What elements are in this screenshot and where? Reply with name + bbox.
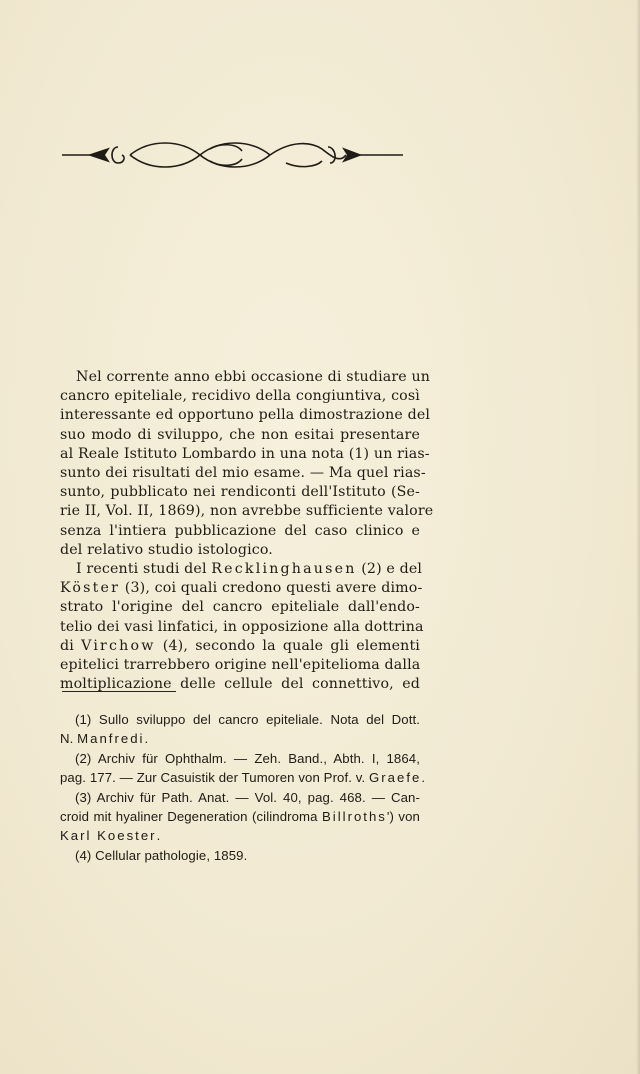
body-text-run: di [60,637,82,654]
body-line: cancro epiteliale, recidivo della congiuntiva, così [60,388,420,405]
body-line: del relativo studio istologico. [60,541,273,558]
footnote-line: (2) Archiv für Ophthalm. — Zeh. Band., Abth. I, 1864, [75,750,420,766]
body-line: suo modo di sviluppo, che non esitai presentare [60,426,420,443]
page-edge-shadow [636,0,640,1074]
body-line: telio dei vasi linfatici, in opposizione alla dottrina [60,618,424,635]
body-line [60,560,423,579]
ornament-divider [60,135,405,175]
body-line: strato l'origine del cancro epiteliale dall'endo- [60,599,420,616]
body-line: sunto, pubblicato nei rendiconti dell'Istituto (Se- [60,484,420,501]
author-name: Billroths [322,809,387,825]
footnotes [60,710,426,865]
main-paragraphs [60,368,434,694]
body-line: senza l'intiera pubblicazione del caso clinico e [60,522,420,539]
footnote-text-run: pag. 177. — Zur Casuistik der Tumoren von Prof. v. [60,770,370,786]
footnote-line: (1) Sullo sviluppo del cancro epiteliale. Nota del Dott. [75,712,420,727]
author-name: Recklinghausen [211,561,357,578]
footnote-line [60,826,420,845]
author-name: Virchow [81,637,156,654]
footnote-text-run: N. [60,731,78,747]
body-line [60,579,423,598]
body-line: Nel corrente anno ebbi occasione di studiare un [76,369,431,385]
body-line: al Reale Istituto Lombardo in una nota (1) un rias- [60,445,430,462]
body-text-run: (4), secondo la quale gli elementi [155,637,420,654]
body-text-run: I recenti studi del [76,561,212,578]
footnote-text-run: . [421,770,426,786]
author-name: Manfredi [77,731,145,747]
footnote-text-run: . [144,731,149,747]
footnote-line [60,768,426,787]
footnote-line: (3) Archiv für Path. Anat. — Vol. 40, pag. 468. — Can- [75,789,420,805]
footnote-line [60,729,420,748]
footnote-text-run: ') von [386,809,420,825]
body-line: interessante ed opportuno pella dimostrazione del [60,407,431,424]
author-name: Köster [60,580,121,597]
author-name: Karl Koester [60,828,157,844]
body-line: moltiplicazione delle cellule del connettivo, ed [60,676,420,693]
footnote-line: (4) Cellular pathologie, 1859. [75,847,248,863]
footnote-text-run: . [156,828,161,844]
footnote-text-run: croid mit hyaliner Degeneration (cilindroma [60,809,322,825]
author-name: Graefe [369,770,422,786]
body-line: rie II, Vol. II, 1869), non avrebbe sufficiente valore [60,503,434,520]
body-text-run: (2) e del [356,561,423,578]
footnote-line [60,807,420,826]
body-line: epitelici trarrebbero origine nell'epitelioma dalla [60,657,421,674]
footnote-rule [62,691,176,692]
body-line [60,637,420,656]
body-line: sunto dei risultati del mio esame. — Ma quel rias- [60,465,426,482]
body-text-run: (3), coi quali credono questi avere dimo- [120,580,423,597]
